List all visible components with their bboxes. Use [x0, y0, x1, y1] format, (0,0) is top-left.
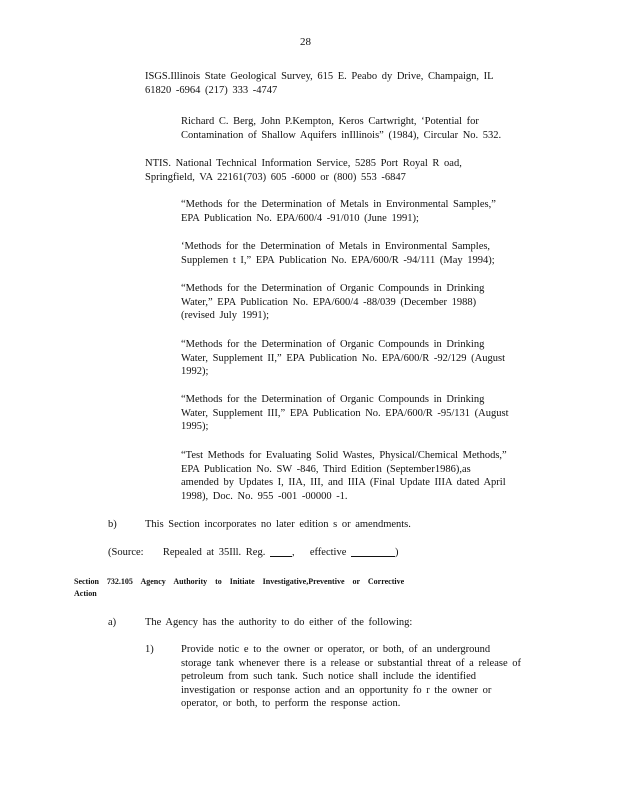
item-1-line: investigation or response action and an opportunity fo r the owner or	[181, 684, 492, 696]
clause-a-label: a)	[108, 617, 117, 628]
source-effective: effective	[309, 547, 347, 558]
berg-line-2: Contamination of Shallow Aquifers inIllinois” (1984), Circular No. 532.	[181, 129, 502, 141]
citation-line: 1995);	[181, 421, 209, 433]
methods-citation-6	[181, 449, 507, 503]
citation-line: Water, Supplement II,” EPA Publication No. EPA/600/R -92/129 (August	[181, 352, 505, 364]
citation-line: “Test Methods for Evaluating Solid Wastes, Physical/Chemical Methods,”	[181, 450, 507, 461]
isgs-line-2: 61820 -6964 (217) 333 -4747	[145, 84, 278, 96]
methods-citation-1	[181, 198, 496, 225]
berg-citation	[181, 115, 501, 142]
methods-citation-5	[181, 393, 508, 434]
citation-line: Water,” EPA Publication No. EPA/600/4 -88/039 (December 1988)	[181, 296, 477, 308]
citation-line: ‘Methods for the Determination of Metals in Environmental Samples,	[181, 241, 491, 252]
source-open: (Source:	[108, 547, 144, 558]
page-number: 28	[300, 36, 311, 48]
citation-line: “Methods for the Determination of Organic Compounds in Drinking	[181, 394, 485, 405]
methods-citation-2	[181, 240, 495, 267]
source-repealed: Repealed at 35Ill. Reg.	[162, 547, 266, 558]
methods-citation-3	[181, 282, 484, 323]
citation-line: “Methods for the Determination of Organic Compounds in Drinking	[181, 339, 485, 350]
citation-line: (revised July 1991);	[181, 310, 269, 322]
citation-line: Supplemen t I,” EPA Publication No. EPA/600/R -94/111 (May 1994);	[181, 254, 495, 266]
citation-line: “Methods for the Determination of Metals in Environmental Samples,”	[181, 199, 496, 210]
citation-line: Water, Supplement III,” EPA Publication No. EPA/600/R -95/131 (August	[181, 407, 509, 419]
citation-line: amended by Updates I, IIA, III, and IIIA (Final Update IIIA dated April	[181, 477, 506, 489]
item-1-label: 1)	[145, 644, 154, 655]
ntis-line-1: NTIS. National Technical Information Service, 5285 Port Royal R oad,	[145, 158, 462, 169]
ntis-line-2: Springfield, VA 22161(703) 605 -6000 or (800) 553 -6847	[145, 171, 406, 183]
item-1-line: Provide notic e to the owner or operator, or both, of an underground	[181, 644, 491, 655]
clause-a-text: The Agency has the authority to do either of the following:	[145, 617, 413, 628]
berg-line-1: Richard C. Berg, John P.Kempton, Keros Cartwright, ‘Potential for	[181, 116, 479, 127]
ntis-reference	[145, 157, 462, 184]
section-heading	[74, 576, 404, 600]
clause-b-text: This Section incorporates no later edition s or amendments.	[145, 519, 411, 530]
section-heading-line-2: Action	[74, 589, 97, 598]
isgs-reference	[145, 70, 494, 97]
citation-line: 1992);	[181, 366, 209, 378]
item-1-line: storage tank whenever there is a release or substantial threat of a release of	[181, 657, 521, 669]
register-volume-blank	[270, 546, 292, 557]
section-heading-line-1: Section 732.105 Agency Authority to Initiate Investigative,Preventive or Corrective	[74, 577, 405, 586]
methods-citation-4	[181, 338, 505, 379]
citation-line: “Methods for the Determination of Organic Compounds in Drinking	[181, 283, 485, 294]
item-1-line: operator, or both, to perform the response action.	[181, 698, 401, 710]
source-note: (Source: Repealed at 35Ill. Reg. , effective )	[108, 547, 399, 558]
isgs-line-1: ISGS.Illinois State Geological Survey, 615 E. Peabo dy Drive, Champaign, IL	[145, 71, 494, 82]
item-1-line: petroleum from such tank. Such notice shall include the identified	[181, 671, 477, 683]
item-1-text	[181, 643, 521, 711]
citation-line: 1998), Doc. No. 955 -001 -00000 -1.	[181, 490, 348, 502]
citation-line: EPA Publication No. SW -846, Third Edition (September1986),as	[181, 463, 471, 475]
citation-line: EPA Publication No. EPA/600/4 -91/010 (June 1991);	[181, 212, 419, 224]
effective-date-blank	[351, 546, 395, 557]
clause-b-label: b)	[108, 519, 117, 530]
source-close: )	[395, 547, 399, 558]
